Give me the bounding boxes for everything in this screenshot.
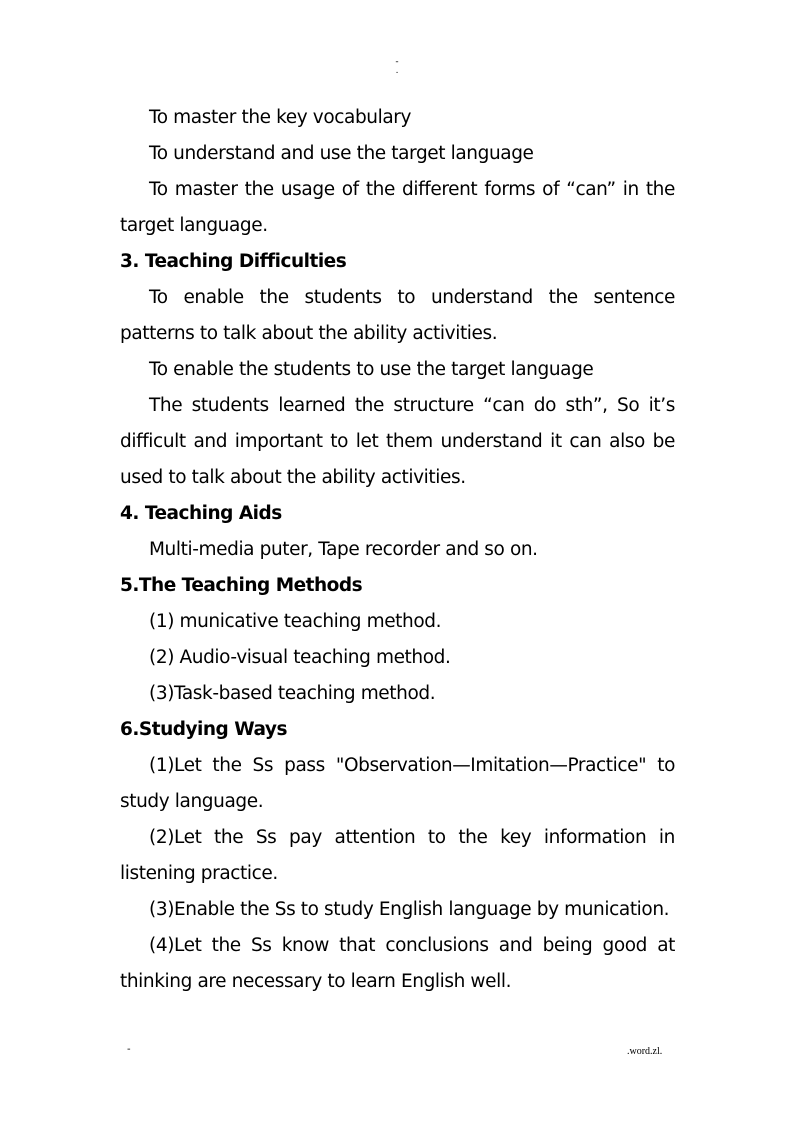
list-item: (1)Let the Ss pass "Observation—Imitation—Practice" to xyxy=(149,755,675,776)
paragraph-line: The students learned the structure “can do sth”, So it’s xyxy=(149,395,675,416)
paragraph-line: To enable the students to use the target language xyxy=(149,359,594,380)
section-heading-studying-ways: 6.Studying Ways xyxy=(120,719,287,740)
footer-watermark-text: .word.zl. xyxy=(627,1046,663,1057)
objective-line: To master the key vocabulary xyxy=(149,107,412,128)
document-body xyxy=(120,100,675,1000)
paragraph-line: Multi-media puter, Tape recorder and so on. xyxy=(149,539,538,560)
list-item: (1) municative teaching method. xyxy=(149,611,442,632)
list-item: (2) Audio-visual teaching method. xyxy=(149,647,451,668)
page-header-mark xyxy=(392,58,402,76)
objective-line: To master the usage of the different forms of “can” in the xyxy=(149,179,675,200)
footer-left-mark: - xyxy=(127,1044,131,1055)
paragraph-line: patterns to talk about the ability activities. xyxy=(120,323,498,344)
list-item: (3)Enable the Ss to study English language by munication. xyxy=(149,899,670,920)
objective-line: target language. xyxy=(120,215,268,236)
list-item: study language. xyxy=(120,791,264,812)
paragraph-line: used to talk about the ability activities. xyxy=(120,467,466,488)
objective-line: To understand and use the target language xyxy=(149,143,534,164)
section-heading-methods: 5.The Teaching Methods xyxy=(120,575,363,596)
section-heading-aids: 4. Teaching Aids xyxy=(120,503,282,524)
list-item: (4)Let the Ss know that conclusions and being good at xyxy=(149,935,675,956)
paragraph-line: To enable the students to understand the sentence xyxy=(149,287,675,308)
list-item: thinking are necessary to learn English well. xyxy=(120,971,512,992)
header-dot: . xyxy=(395,66,399,76)
list-item: listening practice. xyxy=(120,863,278,884)
paragraph-line: difficult and important to let them understand it can also be xyxy=(120,431,675,452)
list-item: (3)Task-based teaching method. xyxy=(149,683,436,704)
header-dash: - xyxy=(395,57,399,67)
list-item: (2)Let the Ss pay attention to the key information in xyxy=(149,827,675,848)
section-heading-difficulties: 3. Teaching Difficulties xyxy=(120,251,347,272)
